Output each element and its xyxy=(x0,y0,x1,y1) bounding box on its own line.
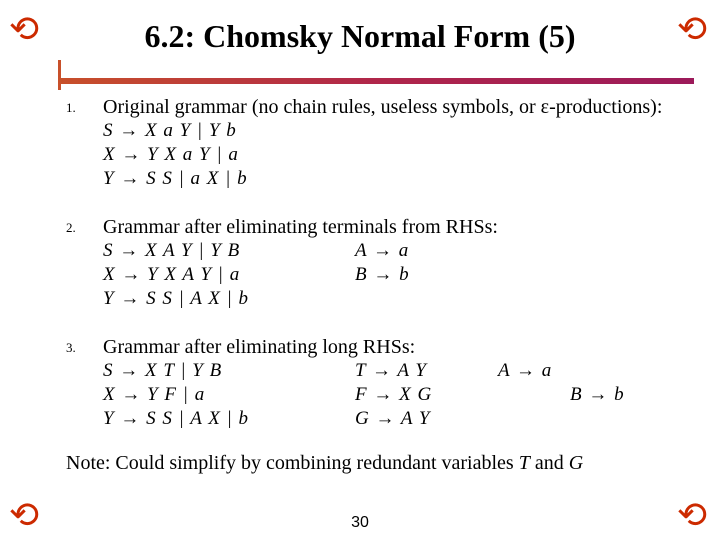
note-text: and xyxy=(529,452,569,474)
page-number: 30 xyxy=(351,514,369,531)
grammar-rule: X → Y X a Y | a xyxy=(103,144,239,165)
note-text: Note: Could simplify by combining redundant variables xyxy=(66,452,519,474)
grammar-rule: F → X G xyxy=(355,384,433,405)
item-heading: Grammar after eliminating terminals from RHSs: xyxy=(103,216,498,238)
item-number: 2. xyxy=(66,220,76,235)
grammar-rule: T → A Y xyxy=(355,360,427,381)
title-underline xyxy=(58,78,694,84)
grammar-rule: A → a xyxy=(498,360,553,381)
grammar-rule: S → X a Y | Y b xyxy=(103,120,237,141)
item-heading: Original grammar (no chain rules, useless symbols, or ε-productions): xyxy=(103,96,663,118)
item-heading: Grammar after eliminating long RHSs: xyxy=(103,336,416,358)
grammar-rule: X → Y X A Y | a xyxy=(103,264,241,285)
grammar-rule: Y → S S | A X | b xyxy=(103,288,250,309)
grammar-rule: S → X T | Y B xyxy=(103,360,223,381)
item-number: 3. xyxy=(66,340,76,355)
grammar-rule: Y → S S | A X | b xyxy=(103,408,250,429)
grammar-rule: A → a xyxy=(355,240,410,261)
arrow-circle-icon: ⟲ xyxy=(676,9,708,50)
grammar-rule: S → X A Y | Y B xyxy=(103,240,241,261)
grammar-rule: B → b xyxy=(355,264,410,285)
grammar-rule: G → A Y xyxy=(355,408,431,429)
grammar-rule: X → Y F | a xyxy=(103,384,206,405)
page-title: 6.2: Chomsky Normal Form (5) xyxy=(144,18,576,54)
grammar-rule: B → b xyxy=(570,384,625,405)
note-var: T xyxy=(518,452,530,474)
item-number: 1. xyxy=(66,100,76,115)
grammar-rule: Y → S S | a X | b xyxy=(103,168,248,189)
arrow-circle-icon: ⟲ xyxy=(676,495,708,536)
title-underline-tick xyxy=(58,60,61,90)
arrow-circle-icon: ⟲ xyxy=(8,495,40,536)
note xyxy=(66,452,583,475)
arrow-circle-icon: ⟲ xyxy=(8,9,40,50)
note-var: G xyxy=(568,452,584,474)
